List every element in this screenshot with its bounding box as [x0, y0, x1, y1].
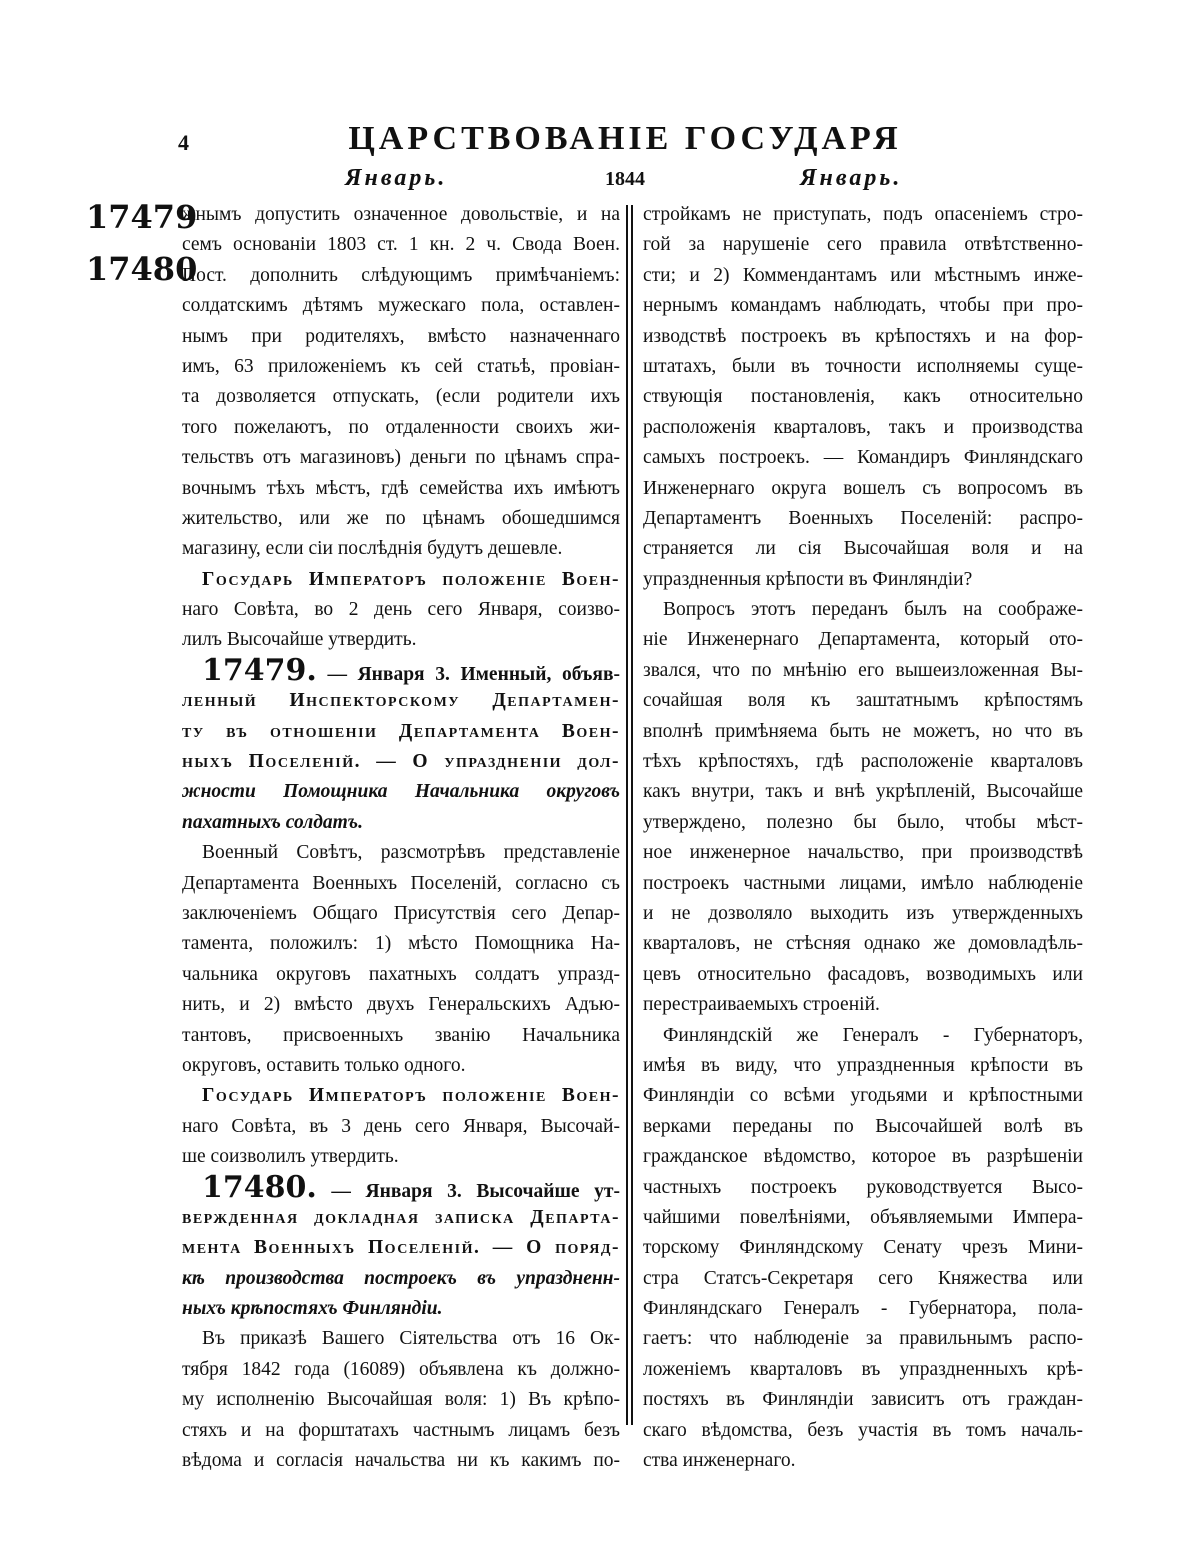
text-line: тября 1842 года (16089) объявлена къ должно- [182, 1358, 620, 1380]
text-line: Департаментъ Военныхъ Поселеній: распро- [643, 507, 1083, 529]
text-line: ленный Инспекторскому Департамен- [182, 690, 620, 712]
text-line: тѣхъ крѣпостяхъ, гдѣ расположеніе кварталовъ [643, 751, 1083, 773]
text-line: ныхъ Поселеній. — О упраздненіи дол- [182, 751, 620, 773]
running-title: ЦАРСТВОВАНІЕ ГОСУДАРЯ [348, 120, 902, 157]
text-line: вѣдома и согласія начальства ни къ какимъ по- [182, 1450, 620, 1472]
text-line: цевъ относительно фасадовъ, возводимыхъ или [643, 963, 1083, 985]
text-line: Инженернаго округа вошелъ съ вопросомъ въ [643, 477, 1083, 499]
margin-decree-number: 17480 [86, 250, 198, 288]
year: 1844 [605, 168, 645, 190]
text-line: гой за нарушеніе сего правила отвѣтственно- [643, 234, 1083, 256]
text-line: округовъ, оставить только одного. [182, 1054, 466, 1076]
text-line: та дозволяется отпускать, (если родители ихъ [182, 386, 620, 408]
text-line: ніе Инженернаго Департамента, который ото- [643, 629, 1083, 651]
text-line: гаетъ: что наблюденіе за правильнымъ распо- [643, 1328, 1083, 1350]
margin-decree-number: 17479 [86, 198, 198, 236]
text-line: наго Совѣта, во 2 день сего Января, соизво- [182, 599, 620, 621]
text-line: самыхъ построекъ. — Командиръ Финляндскаго [643, 447, 1083, 469]
text-line: заключеніемъ Общаго Присутствія сего Депар- [182, 902, 620, 924]
text-line: изводствѣ построекъ въ крѣпостяхъ и на фор- [643, 325, 1083, 347]
text-line: Пост. дополнить слѣдующимъ примѣчаніемъ: [182, 264, 620, 286]
decree-heading: — Января 3. Именный, объяв- [316, 663, 620, 685]
text-line: кварталовъ, не стѣсняя однако же домовладѣль- [643, 933, 1083, 955]
decree-number: 17479. [202, 655, 317, 687]
text-line: какъ внутри, такъ и внѣ укрѣпленій, Высочайше [643, 781, 1083, 803]
text-line: сти; и 2) Коммендантамъ или мѣстнымъ инже- [643, 264, 1083, 286]
text-line: тантовъ, присвоенныхъ званію Начальника [182, 1024, 620, 1046]
month-right: Январь. [800, 165, 903, 191]
text-line: перестраиваемыхъ строеній. [643, 994, 880, 1016]
text-line: Финляндіи со всѣми угодьями и крѣпостными [643, 1085, 1083, 1107]
text-line: сочайшая воля къ заштатнымъ крѣпостямъ [643, 690, 1083, 712]
text-line: чальника округовъ пахатныхъ солдатъ упразд- [182, 963, 620, 985]
text-line: Финляндскаго Генералъ - Губернатора, пола- [643, 1298, 1083, 1320]
text-line: вполнѣ примѣняема быть не можетъ, но что въ [643, 720, 1083, 742]
text-line: скаго вѣдомства, безъ участія въ томъ началь- [643, 1419, 1083, 1441]
text-line: ствующія постановленія, какъ относительно [643, 386, 1083, 408]
text-line: ныхъ крѣпостяхъ Финляндіи. [182, 1298, 443, 1320]
text-line: мента Военныхъ Поселеній. — О поряд- [182, 1237, 620, 1259]
text-line: частныхъ построекъ руководствуется Высо- [643, 1176, 1083, 1198]
text-line: кѣ производства построекъ въ упраздненн- [182, 1267, 620, 1289]
text-line: звался, что по мнѣнію его вышеизложенная Вы- [643, 659, 1083, 681]
page-number: 4 [178, 130, 189, 155]
text-line: утверждено, полезно бы было, чтобы мѣст- [643, 811, 1083, 833]
text-line: тельствъ отъ магазиновъ) деньги по цѣнамъ спра- [182, 447, 620, 469]
month-left: Январь. [345, 165, 448, 191]
text-line: Финляндскій же Генералъ - Губернаторъ, [663, 1024, 1083, 1046]
text-line: жности Помощника Начальника округовъ [182, 781, 620, 803]
decree-number: 17480. [202, 1172, 317, 1203]
text-line: Государь Императоръ положеніе Воен- [202, 1085, 620, 1107]
text-line: чайшими повелѣніями, объявляемыми Импера- [643, 1206, 1083, 1228]
text-line: жнымъ допустить означенное довольствіе, и на [182, 204, 620, 225]
text-line: лилъ Высочайше утвердить. [182, 629, 417, 651]
column-divider [626, 205, 633, 1425]
text-line: нить, и 2) вмѣсто двухъ Генеральскихъ Адъю- [182, 994, 620, 1016]
decree-heading: — Января 3. Высочайше ут- [316, 1180, 620, 1202]
text-line: построекъ частными лицами, имѣло наблюденіе [643, 872, 1083, 894]
left-column [182, 200, 620, 1476]
text-line: штатахъ, были въ точности исполняемы суще- [643, 355, 1083, 377]
text-line: му исполненію Высочайшая воля: 1) Въ крѣпо- [182, 1389, 620, 1411]
text-line: Военный Совѣтъ, разсмотрѣвъ представленіе [202, 842, 620, 864]
text-line: расположенія кварталовъ, такъ и производства [643, 416, 1083, 438]
text-line: тамента, положилъ: 1) мѣсто Помощника На- [182, 933, 620, 955]
text-line: магазину, если сіи послѣднія будутъ дешевле. [182, 538, 563, 560]
text-line: наго Совѣта, въ 3 день сего Января, Высочай- [182, 1115, 620, 1137]
text-line: ства инженернаго. [643, 1450, 796, 1472]
text-line: того пожелаютъ, по отдаленности своихъ жи- [182, 416, 620, 438]
text-line: нымъ при родителяхъ, вмѣсто назначеннаго [182, 325, 620, 347]
text-line: ложеніемъ кварталовъ въ упраздненныхъ крѣ- [643, 1358, 1083, 1380]
text-line: гражданское вѣдомство, которое въ разрѣшеніи [643, 1146, 1083, 1168]
text-line: имѣя въ виду, что упраздненныя крѣпости въ [643, 1054, 1083, 1076]
text-line: упраздненныя крѣпости въ Финляндіи? [643, 568, 973, 590]
right-column [643, 200, 1083, 1476]
text-line: постяхъ въ Финляндіи зависитъ отъ граждан- [643, 1389, 1083, 1411]
text-line: Вопросъ этотъ переданъ былъ на соображе- [663, 599, 1083, 621]
text-line: ту въ отношеніи Департамента Воен- [182, 720, 620, 742]
text-line: стройкамъ не приступать, подъ опасеніемъ стро- [643, 204, 1083, 225]
text-line [182, 1173, 620, 1203]
text-line: имъ, 63 приложеніемъ къ сей статьѣ, провіан- [182, 355, 620, 377]
text-line: Департамента Военныхъ Поселеній, согласно съ [182, 872, 620, 894]
text-line: стяхъ и на форштатахъ частнымъ лицамъ безъ [182, 1419, 620, 1441]
text-line: стра Статсъ-Секретаря сего Княжества или [643, 1267, 1083, 1289]
text-line: жительство, или же по цѣнамъ обошедшимся [182, 507, 620, 529]
text-line: солдатскимъ дѣтямъ мужескаго пола, оставлен- [182, 295, 620, 317]
text-line: семъ основаніи 1803 ст. 1 кн. 2 ч. Свода Воен. [182, 234, 620, 256]
text-line: страняется ли сія Высочайшая воля и на [643, 538, 1083, 560]
text-line: торскому Финляндскому Сенату чрезъ Мини- [643, 1237, 1083, 1259]
text-line: вочнымъ тѣхъ мѣстъ, гдѣ семейства ихъ имѣютъ [182, 477, 620, 499]
text-line: пахатныхъ солдатъ. [182, 811, 363, 833]
text-line: и не дозволяло выходить изъ утвержденныхъ [643, 902, 1083, 924]
text-line: Въ приказѣ Вашего Сіятельства отъ 16 Ок- [202, 1328, 620, 1350]
text-line: ное инженерное начальство, при производствѣ [643, 842, 1083, 864]
text-line: нернымъ командамъ наблюдать, чтобы при про- [643, 295, 1083, 317]
text-line: верками переданы по Высочайшей волѣ въ [643, 1115, 1083, 1137]
text-line: ше соизволилъ утвердить. [182, 1146, 399, 1168]
text-line: Государь Императоръ положеніе Воен- [202, 568, 620, 590]
text-line: вержденная докладная записка Департа- [182, 1206, 620, 1228]
text-line [182, 656, 620, 686]
